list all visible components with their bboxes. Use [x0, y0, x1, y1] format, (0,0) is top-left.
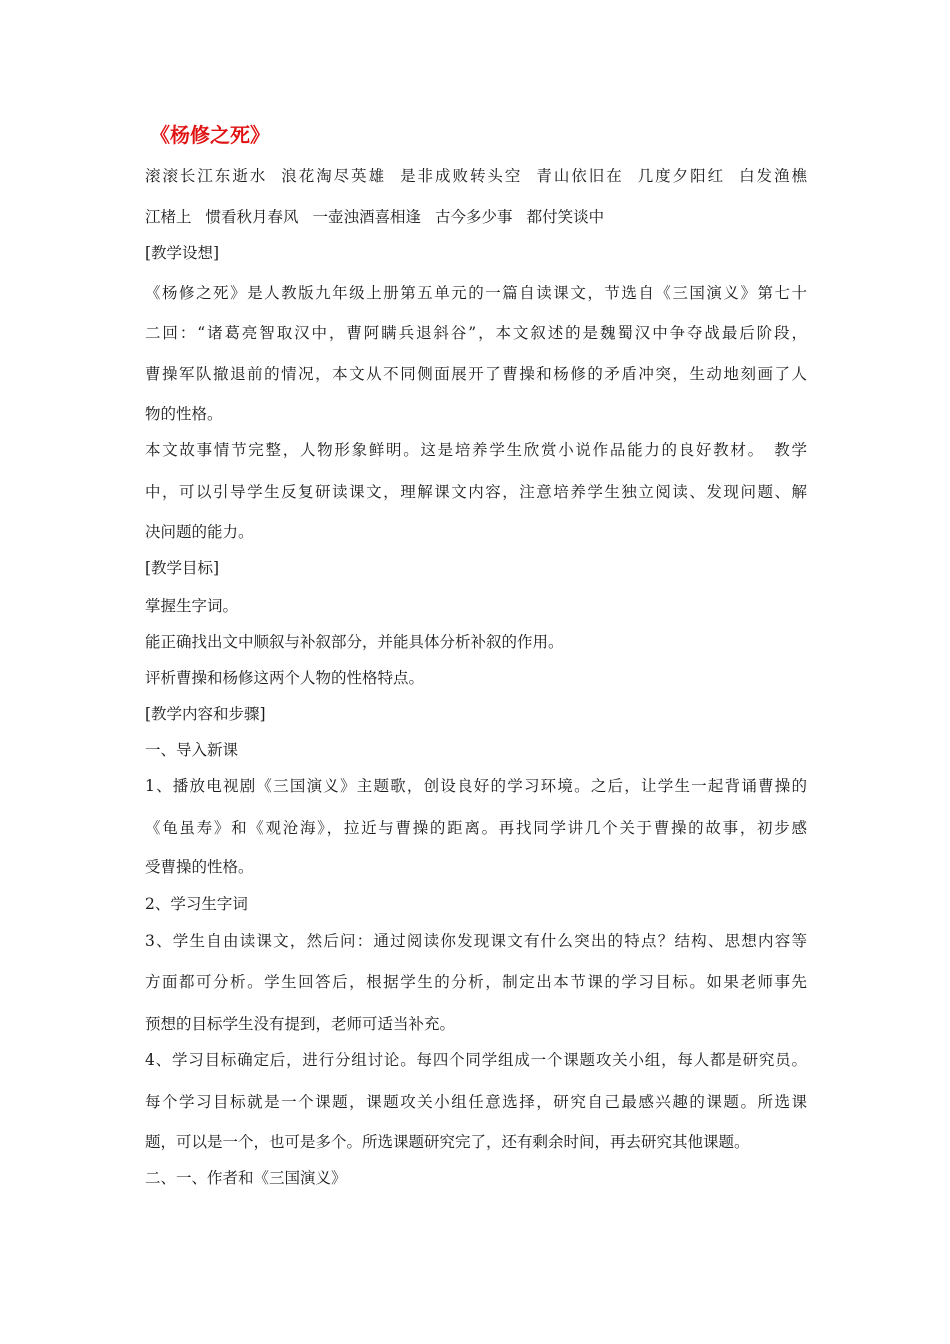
paragraph-line: 曹操军队撤退前的情况，本文从不同侧面展开了曹操和杨修的矛盾冲突，生动地刻画了人: [145, 365, 807, 383]
paragraph-line: 每个学习目标就是一个课题，课题攻关小组任意选择，研究自己最感兴趣的课题。所选课: [145, 1093, 807, 1111]
step-item: 2、学习生字词: [145, 895, 248, 913]
step-heading: 一、导入新课: [145, 741, 239, 759]
poem-phrase: 江楮上: [145, 208, 192, 226]
poem-phrase: 是非成败转头空: [400, 167, 523, 185]
poem-phrase: 浪花淘尽英雄: [281, 167, 387, 185]
section-heading-teaching-idea: [教学设想]: [145, 244, 220, 262]
paragraph-line: 3、学生自由读课文，然后问：通过阅读你发现课文有什么突出的特点？结构、思想内容等: [145, 932, 807, 950]
poem-phrase: 惯看秋月春风: [205, 208, 299, 226]
poem-phrase: 白发渔樵: [739, 167, 807, 185]
poem-phrase: 青山依旧在: [536, 167, 624, 185]
goal-item: 掌握生字词。: [145, 597, 239, 615]
document-title: 《杨修之死》: [150, 123, 270, 147]
poem-phrase: 几度夕阳红: [637, 167, 726, 185]
paragraph-line: 4、学习目标确定后，进行分组讨论。每四个同学组成一个课题攻关小组，每人都是研究员。: [145, 1051, 807, 1069]
paragraph-line: 决问题的能力。: [145, 523, 254, 541]
poem-phrase: 滚滚长江东逝水: [145, 167, 268, 185]
paragraph-line: 预想的目标学生没有提到，老师可适当补充。: [145, 1015, 456, 1033]
poem-line-2: [145, 207, 618, 227]
paragraph-line: 中，可以引导学生反复研读课文，理解课文内容，注意培养学生独立阅读、发现问题、解: [145, 483, 807, 501]
paragraph-line: 本文故事情节完整，人物形象鲜明。这是培养学生欣赏小说作品能力的良好教材。 教学: [145, 441, 807, 459]
section-heading-content-steps: [教学内容和步骤]: [145, 705, 266, 723]
paragraph-line: 物的性格。: [145, 405, 223, 423]
goal-item: 能正确找出文中顺叙与补叙部分，并能具体分析补叙的作用。: [145, 633, 564, 651]
paragraph-line: 题，可以是一个，也可是多个。所选课题研究完了，还有剩余时间，再去研究其他课题。: [145, 1133, 750, 1151]
paragraph-line: 受曹操的性格。: [145, 858, 254, 876]
paragraph-line: 《杨修之死》是人教版九年级上册第五单元的一篇自读课文，节选自《三国演义》第七十: [145, 284, 807, 302]
paragraph-line: 方面都可分析。学生回答后，根据学生的分析，制定出本节课的学习目标。如果老师事先: [145, 973, 807, 991]
poem-phrase: 一壶浊酒喜相逢: [312, 208, 422, 226]
paragraph-line: 1、播放电视剧《三国演义》主题歌，创设良好的学习环境。之后，让学生一起背诵曹操的: [145, 777, 807, 795]
section-heading-author: 二、一、作者和《三国演义》: [145, 1169, 347, 1187]
paragraph-line: 《龟虽寿》和《观沧海》，拉近与曹操的距离。再找同学讲几个关于曹操的故事，初步感: [145, 819, 807, 837]
goal-item: 评析曹操和杨修这两个人物的性格特点。: [145, 669, 425, 687]
paragraph-line: 二回：“诸葛亮智取汉中，曹阿瞒兵退斜谷”，本文叙述的是魏蜀汉中争夺战最后阶段，: [145, 324, 807, 342]
poem-phrase: 都付笑谈中: [526, 208, 605, 226]
poem-line-1: [145, 166, 807, 186]
section-heading-teaching-goals: [教学目标]: [145, 559, 220, 577]
poem-phrase: 古今多少事: [435, 208, 513, 226]
